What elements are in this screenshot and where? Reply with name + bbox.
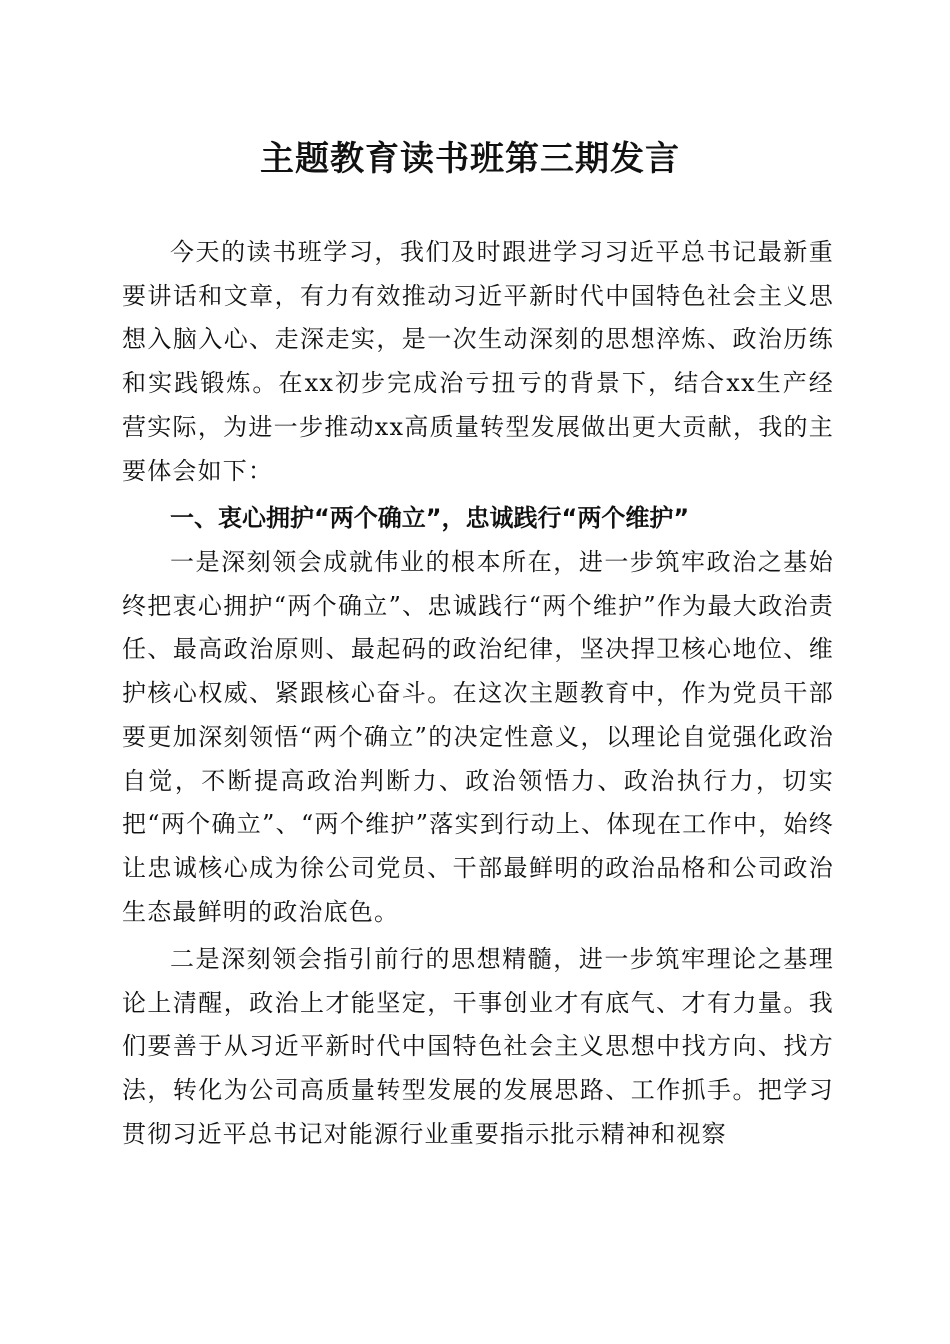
- section-one-heading: 一、衷心拥护“两个确立”，忠诚践行“两个维护”: [170, 504, 690, 532]
- paragraph-second-point: 二是深刻领会指引前行的思想精髓，进一步筑牢理论之基理论上清醒，政治上才能坚定，干事创业才有底气、才有力量。我们要善于从习近平新时代中国特色社会主义思想中找方向、找方法，转化为公司高质量转型发展的发展思路、工作抓手。把学习贯彻习近平总书记对能源行业重要指示批示精神和视察: [122, 945, 834, 1148]
- intro-paragraph: 今天的读书班学习，我们及时跟进学习习近平总书记最新重要讲话和文章，有力有效推动习近平新时代中国特色社会主义思想入脑入心、走深走实，是一次生动深刻的思想淬炼、政治历练和实践锻炼。在xx初步完成治亏扭亏的背景下，结合xx生产经营实际，为进一步推动xx高质量转型发展做出更大贡献，我的主要体会如下：: [122, 238, 834, 485]
- document-title: 主题教育读书班第三期发言: [260, 139, 680, 179]
- paragraph-first-point: 一是深刻领会成就伟业的根本所在，进一步筑牢政治之基始终把衷心拥护“两个确立”、忠诚践行“两个维护”作为最大政治责任、最高政治原则、最起码的政治纪律，坚决捍卫核心地位、维护核心权威、紧跟核心奋斗。在这次主题教育中，作为党员干部要更加深刻领悟“两个确立”的决定性意义，以理论自觉强化政治自觉，不断提高政治判断力、政治领悟力、政治执行力，切实把“两个确立”、“两个维护”落实到行动上、体现在工作中，始终让忠诚核心成为徐公司党员、干部最鲜明的政治品格和公司政治生态最鲜明的政治底色。: [122, 548, 834, 926]
